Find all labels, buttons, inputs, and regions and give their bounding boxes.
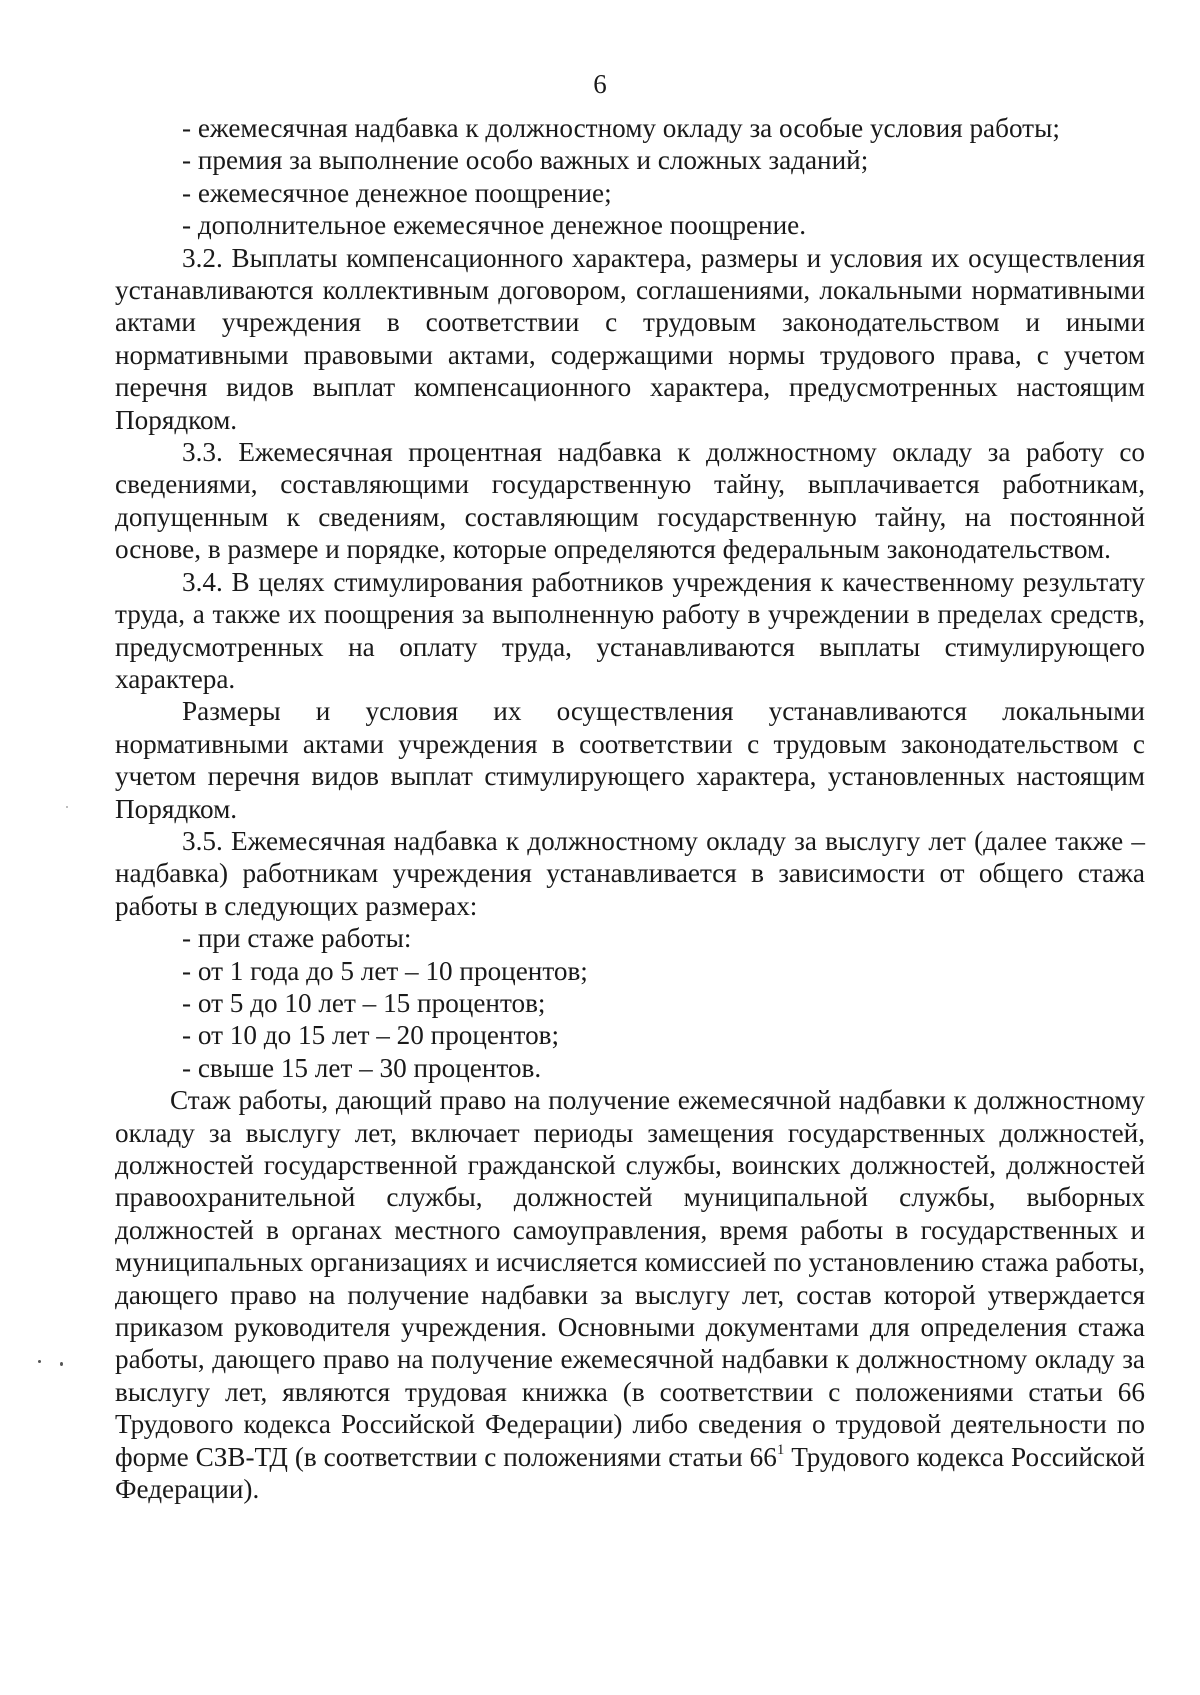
list-item: - свыше 15 лет – 30 процентов. [182,1052,542,1083]
paragraph-sizes: Размеры и условия их осуществления устанавливаются локальными нормативными актами учреждения в соответствии с трудовым законодательством с учетом перечня видов выплат стимулирующего характера, установленных настоящим Порядком. [115,696,1145,824]
paragraph-3-4: 3.4. В целях стимулирования работников учреждения к качественному результату труда, а также их поощрения за выполненную работу в учреждении в пределах средств, предусмотренных на оплату труда, устанавливаются выплаты стимулирующего характера. [115,566,1145,694]
scan-artifact [38,1360,41,1363]
list-item: - ежемесячное денежное поощрение; [182,177,612,208]
page-number: 6 [593,69,607,99]
list-item: - премия за выполнение особо важных и сложных заданий; [182,145,869,176]
scan-artifact [66,806,68,808]
list-item: - ежемесячная надбавка к должностному окладу за особые условия работы; [182,113,1060,143]
document-body [115,112,1145,1505]
paragraph-3-3: 3.3. Ежемесячная процентная надбавка к должностному окладу за работу со сведениями, составляющими государственную тайну, выплачивается работникам, допущенным к сведениям, составляющим государственную тайну, на постоянной основе, в размере и порядке, которые определяются федеральным законодательством. [115,437,1145,565]
paragraph-stazh-tail: Трудового кодекса Российской Федерации). [115,1441,1146,1505]
paragraph-3-5: 3.5. Ежемесячная надбавка к должностному окладу за выслугу лет (далее также – надбавка) работникам учреждения устанавливается в зависимости от общего стажа работы в следующих размерах: [115,825,1145,921]
list-item: - от 5 до 10 лет – 15 процентов; [182,987,546,1018]
paragraph-3-2: 3.2. Выплаты компенсационного характера, размеры и условия их осуществления устанавливаются коллективным договором, соглашениями, локальными нормативными актами учреждения в соответствии с трудовым законодательством и иными нормативными правовыми актами, содержащими нормы трудового права, с учетом перечня видов выплат компенсационного характера, предусмотренных настоящим Порядком. [115,242,1145,435]
list-item: - от 1 года до 5 лет – 10 процентов; [182,955,588,986]
list-item: - от 10 до 15 лет – 20 процентов; [182,1020,560,1051]
footnote-superscript: 1 [776,1441,785,1458]
paragraph-stazh-text: Стаж работы, дающий право на получение ежемесячной надбавки к должностному окладу за выслугу лет, включает периоды замещения государственных должностей, должностей государственной гражданской службы, воинских должностей, должностей правоохранительной службы, должностей муниципальной службы, выборных должностей в органах местного самоуправления, время работы в государственных и муниципальных организациях и исчисляется комиссией по установлению стажа работы, дающего право на получение надбавки за выслугу лет, состав которой утверждается приказом руководителя учреждения. Основными документами для определения стажа работы, дающего право на получение ежемесячной надбавки к должностному окладу за выслугу лет, являются трудовая книжка (в соответствии с положениями статьи 66 Трудового кодекса Российской Федерации) либо сведения о трудовой деятельности по форме СЗВ-ТД (в соответствии с положениями статьи 66 [115,1085,1145,1472]
scan-artifact [60,1362,63,1366]
list-item: - при стаже работы: [182,923,412,954]
paragraph-stazh [115,1084,1145,1505]
list-item: - дополнительное ежемесячное денежное поощрение. [182,210,807,241]
